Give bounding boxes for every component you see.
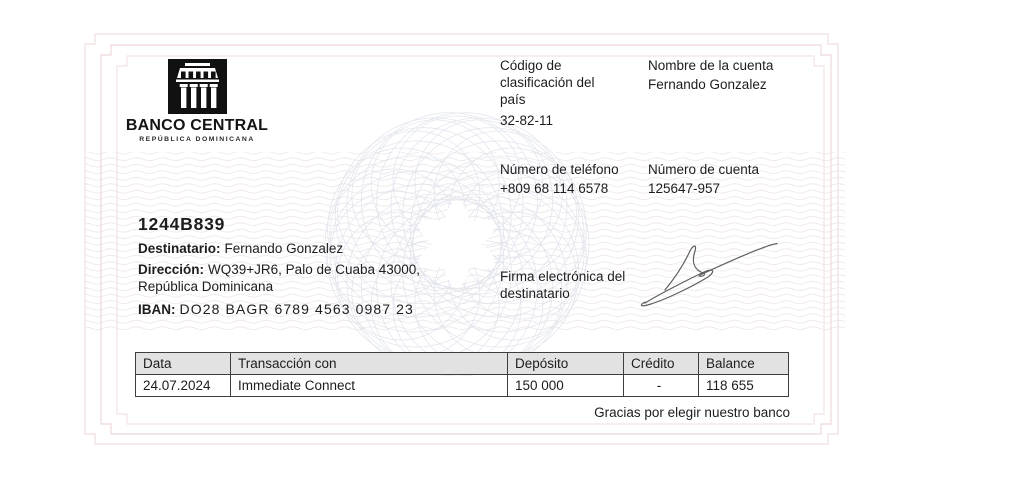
cell-transaction: Immediate Connect [231, 375, 508, 397]
country-code-value: 32-82-11 [500, 113, 554, 128]
signature-label: Firma electrónica del destinatario [500, 269, 626, 301]
account-name-label: Nombre de la cuenta [648, 58, 774, 73]
col-header-transaccion: Transacción con [231, 353, 508, 375]
col-header-deposito: Depósito [508, 353, 624, 375]
cell-date: 24.07.2024 [136, 375, 231, 397]
transactions-table [135, 352, 789, 397]
cell-credit: - [624, 375, 699, 397]
account-number-label: Número de cuenta [648, 162, 760, 177]
direccion-value: WQ39+JR6, Palo de Cuaba 43000, República Dominicana [138, 262, 421, 294]
reference-number: 1244B839 [138, 214, 226, 234]
cell-balance: 118 655 [699, 375, 789, 397]
account-name-value: Fernando Gonzalez [648, 77, 767, 92]
col-header-credito: Crédito [624, 353, 699, 375]
address-line [138, 261, 470, 295]
bank-name: BANCO CENTRAL [125, 117, 269, 134]
iban-line [138, 301, 558, 318]
phone-value: +809 68 114 6578 [500, 181, 609, 196]
destinatario-value: Fernando Gonzalez [224, 241, 344, 256]
table-header-row [136, 353, 789, 375]
direccion-label: Dirección: [138, 262, 205, 277]
col-header-data: Data [136, 353, 231, 375]
bank-building-icon [168, 59, 227, 114]
bank-subtitle: REPÚBLICA DOMINICANA [139, 136, 255, 143]
col-header-balance: Balance [699, 353, 789, 375]
signature-image [595, 233, 800, 311]
phone-label: Número de teléfono [500, 162, 619, 177]
destinatario-label: Destinatario: [138, 241, 221, 256]
country-code-label: Código de clasificación del país [500, 58, 595, 107]
thanks-note: Gracias por elegir nuestro banco [594, 405, 790, 420]
iban-label: IBAN: [138, 302, 176, 317]
account-number-value: 125647-957 [648, 181, 721, 196]
cell-deposit: 150 000 [508, 375, 624, 397]
recipient-line [138, 240, 498, 257]
iban-value: DO28 BAGR 6789 4563 0987 23 [179, 301, 414, 317]
table-row [136, 375, 789, 397]
